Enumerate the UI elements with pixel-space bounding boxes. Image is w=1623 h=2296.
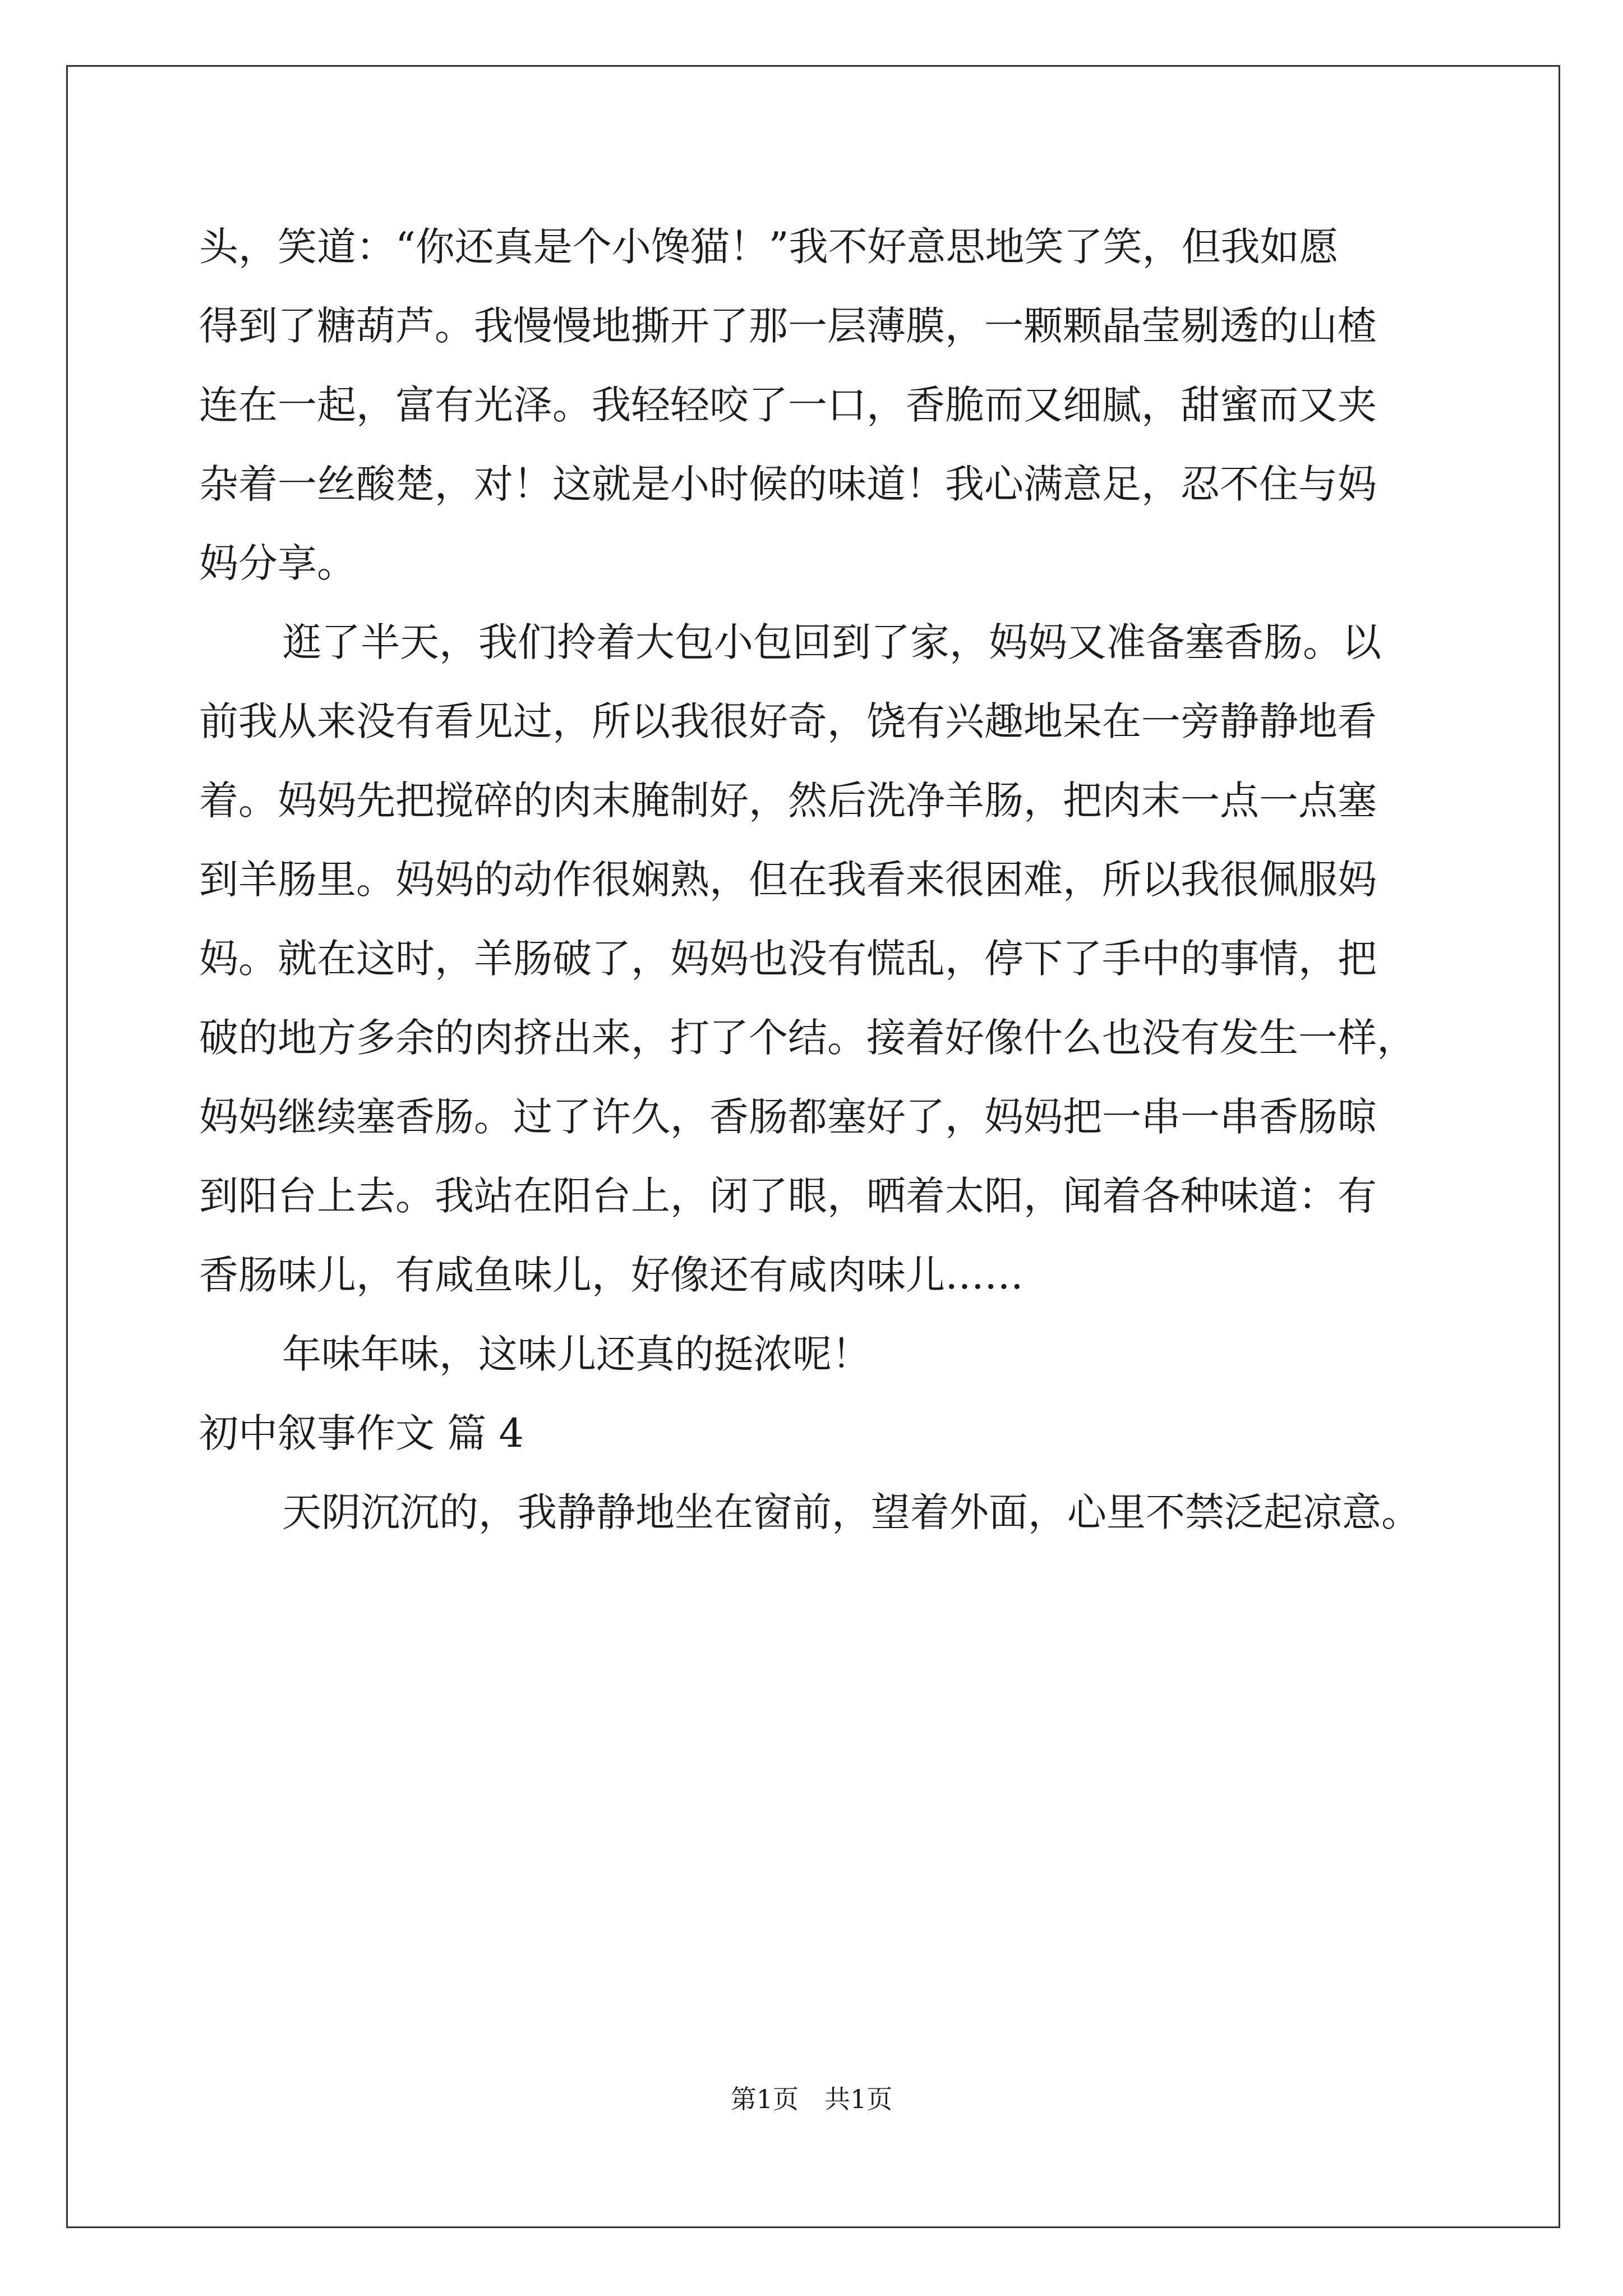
text-line: 妈妈继续塞香肠。过了许久，香肠都塞好了，妈妈把一串一串香肠晾 xyxy=(199,1094,1377,1140)
text-line: 妈。就在这时，羊肠破了，妈妈也没有慌乱，停下了手中的事情，把 xyxy=(199,936,1377,982)
text-line: 得到了糖葫芦。我慢慢地撕开了那一层薄膜，一颗颗晶莹剔透的山楂 xyxy=(199,303,1377,349)
text-line: 天阴沉沉的，我静静地坐在窗前，望着外面，心里不禁泛起凉意。 xyxy=(282,1489,1421,1535)
page-footer: 第1页 共1页 xyxy=(730,2084,893,2114)
paragraph-2 xyxy=(199,603,1433,1315)
text-line: 到羊肠里。妈妈的动作很娴熟，但在我看来很困难，所以我很佩服妈 xyxy=(199,857,1377,903)
text-line: 着。妈妈先把搅碎的肉末腌制好，然后洗净羊肠，把肉末一点一点塞 xyxy=(199,777,1377,823)
text-line: 香肠味儿，有咸鱼味儿，好像还有咸肉味儿…… xyxy=(199,1252,1023,1298)
document-body xyxy=(199,208,1433,1552)
text-line: 妈分享。 xyxy=(199,540,356,586)
text-line: 破的地方多余的肉挤出来，打了个结。接着好像什么也没有发生一样， xyxy=(199,1015,1416,1061)
text-line: 头，笑道：“你还真是个小馋猫！”我不好意思地笑了笑，但我如愿 xyxy=(199,224,1339,270)
text-line: 年味年味，这味儿还真的挺浓呢！ xyxy=(282,1331,871,1377)
paragraph-3 xyxy=(199,1315,1433,1394)
paragraph-4 xyxy=(199,1473,1433,1552)
section-heading: 初中叙事作文 篇 4 xyxy=(199,1410,524,1456)
text-line: 前我从来没有看见过，所以我很好奇，饶有兴趣地呆在一旁静静地看 xyxy=(199,698,1377,744)
text-line: 连在一起，富有光泽。我轻轻咬了一口，香脆而又细腻，甜蜜而又夹 xyxy=(199,382,1377,428)
paragraph-1 xyxy=(199,208,1433,603)
text-line: 逛了半天，我们拎着大包小包回到了家，妈妈又准备塞香肠。以 xyxy=(282,619,1381,665)
text-line: 到阳台上去。我站在阳台上，闭了眼，晒着太阳，闻着各种味道：有 xyxy=(199,1173,1377,1219)
text-line: 杂着一丝酸楚，对！这就是小时候的味道！我心满意足，忍不住与妈 xyxy=(199,461,1377,507)
